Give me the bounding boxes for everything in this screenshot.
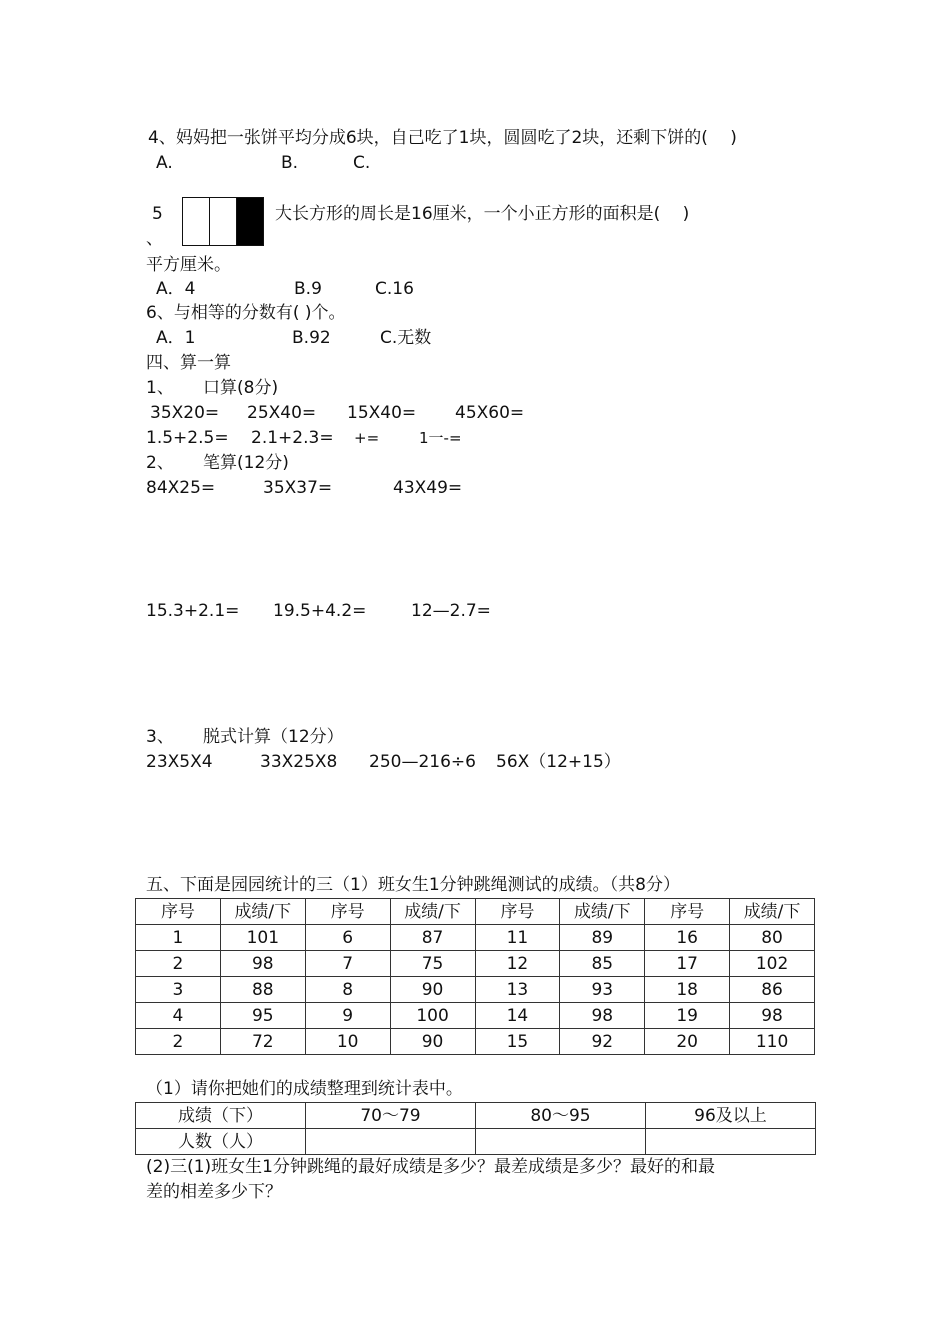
mental-math-item: 25X40= [247, 403, 317, 423]
table-cell: 102 [730, 951, 815, 977]
table-cell: 90 [390, 977, 475, 1003]
table-cell: 90 [390, 1029, 475, 1055]
table-cell: 8 [305, 977, 390, 1003]
stepwise-calc-item: 250—216÷6 [369, 752, 476, 772]
table-cell: 98 [220, 951, 305, 977]
table-cell: 98 [730, 1003, 815, 1029]
table-row [136, 977, 815, 1003]
tally-table [135, 1102, 816, 1155]
table-row [136, 951, 815, 977]
header-cell: 序号 [305, 899, 390, 925]
q6-option-b: B.92 [292, 328, 331, 348]
table-cell: 17 [645, 951, 730, 977]
table-cell: 9 [305, 1003, 390, 1029]
table-header-row [136, 899, 815, 925]
table-cell: 16 [645, 925, 730, 951]
header-cell: 序号 [475, 899, 560, 925]
table-cell: 72 [220, 1029, 305, 1055]
table-cell: 1 [136, 925, 221, 951]
table-cell: 88 [220, 977, 305, 1003]
table-cell: 100 [390, 1003, 475, 1029]
table-cell: 10 [305, 1029, 390, 1055]
table-cell: 2 [136, 1029, 221, 1055]
table-cell: 7 [305, 951, 390, 977]
table-cell: 13 [475, 977, 560, 1003]
sub-question-2-line2: 差的相差多少下？ [146, 1182, 282, 1202]
part2-title: 笔算(12分) [203, 453, 289, 473]
q5-question: 大长方形的周长是16厘米，一个小正方形的面积是( ) [275, 204, 690, 224]
header-cell: 序号 [645, 899, 730, 925]
row-label: 人数（人） [136, 1129, 306, 1155]
table-cell: 4 [136, 1003, 221, 1029]
table-cell: 101 [220, 925, 305, 951]
q5-question-cont: 平方厘米。 [146, 255, 231, 275]
q4-option-a: A. [156, 153, 173, 173]
header-cell: 成绩（下） [136, 1103, 306, 1129]
header-cell: 70～79 [306, 1103, 476, 1129]
q4-option-b: B. [281, 153, 299, 173]
table-cell: 98 [560, 1003, 645, 1029]
stepwise-calc-item: 56X（12+15） [496, 752, 621, 772]
mental-math-item: += [354, 429, 380, 447]
table-cell: 14 [475, 1003, 560, 1029]
part2-number: 2、 [146, 453, 174, 473]
part1-title: 口算(8分) [203, 378, 279, 398]
mental-math-item: 35X20= [150, 403, 220, 423]
section4-title: 四、算一算 [146, 353, 231, 373]
table-cell: 110 [730, 1029, 815, 1055]
q6-option-a: A．1 [156, 328, 196, 348]
table-cell: 85 [560, 951, 645, 977]
square-1 [183, 198, 210, 245]
stepwise-calc-item: 23X5X4 [146, 752, 213, 772]
square-2 [210, 198, 237, 245]
table-cell: 19 [645, 1003, 730, 1029]
mental-math-item: 1.5+2.5= [146, 428, 229, 448]
q5-option-c: C.16 [375, 279, 414, 299]
part3-title: 脱式计算（12分） [203, 727, 344, 747]
tally-count-row [136, 1129, 816, 1155]
written-calc-item: 35X37= [263, 478, 333, 498]
scores-table [135, 898, 815, 1055]
header-cell: 成绩/下 [560, 899, 645, 925]
sub-question-1: （1）请你把她们的成绩整理到统计表中。 [146, 1079, 463, 1099]
table-cell: 75 [390, 951, 475, 977]
part1-number: 1、 [146, 378, 174, 398]
table-row [136, 1003, 815, 1029]
q5-number: 5 [152, 204, 163, 224]
header-cell: 成绩/下 [220, 899, 305, 925]
answer-cell[interactable] [476, 1129, 646, 1155]
table-cell: 87 [390, 925, 475, 951]
table-cell: 93 [560, 977, 645, 1003]
table-cell: 89 [560, 925, 645, 951]
mental-math-item: 15X40= [347, 403, 417, 423]
q5-rectangle-figure [182, 197, 264, 246]
sub-question-2-line1: (2)三(1)班女生1分钟跳绳的最好成绩是多少？最差成绩是多少？最好的和最 [146, 1157, 715, 1177]
q6-question: 6、与相等的分数有( )个。 [146, 303, 346, 323]
written-calc-item: 12—2.7= [411, 601, 491, 621]
q6-option-c: C.无数 [380, 328, 432, 348]
table-cell: 6 [305, 925, 390, 951]
written-calc-item: 19.5+4.2= [273, 601, 367, 621]
written-calc-item: 84X25= [146, 478, 216, 498]
table-row [136, 925, 815, 951]
answer-cell[interactable] [646, 1129, 816, 1155]
table-cell: 20 [645, 1029, 730, 1055]
table-cell: 11 [475, 925, 560, 951]
q4-question: 4、妈妈把一张饼平均分成6块，自己吃了1块，圆圆吃了2块，还剩下饼的( ) [148, 128, 737, 148]
square-3-shaded [237, 198, 263, 245]
mental-math-item: 45X60= [455, 403, 525, 423]
header-cell: 80～95 [476, 1103, 646, 1129]
tally-header-row [136, 1103, 816, 1129]
table-cell: 2 [136, 951, 221, 977]
mental-math-item: 1一-= [419, 429, 462, 447]
table-cell: 3 [136, 977, 221, 1003]
q5-tick: 、 [146, 229, 163, 249]
section5-title: 五、下面是园园统计的三（1）班女生1分钟跳绳测试的成绩。（共8分） [146, 875, 680, 895]
header-cell: 成绩/下 [390, 899, 475, 925]
written-calc-item: 15.3+2.1= [146, 601, 240, 621]
q5-option-b: B.9 [294, 279, 322, 299]
answer-cell[interactable] [306, 1129, 476, 1155]
header-cell: 96及以上 [646, 1103, 816, 1129]
header-cell: 序号 [136, 899, 221, 925]
table-cell: 18 [645, 977, 730, 1003]
table-cell: 15 [475, 1029, 560, 1055]
part3-number: 3、 [146, 727, 174, 747]
stepwise-calc-item: 33X25X8 [260, 752, 338, 772]
table-cell: 95 [220, 1003, 305, 1029]
q4-option-c: C. [353, 153, 371, 173]
table-cell: 92 [560, 1029, 645, 1055]
table-row [136, 1029, 815, 1055]
table-cell: 80 [730, 925, 815, 951]
table-cell: 12 [475, 951, 560, 977]
header-cell: 成绩/下 [730, 899, 815, 925]
mental-math-item: 2.1+2.3= [251, 428, 334, 448]
table-cell: 86 [730, 977, 815, 1003]
q5-option-a: A．4 [156, 279, 196, 299]
written-calc-item: 43X49= [393, 478, 463, 498]
